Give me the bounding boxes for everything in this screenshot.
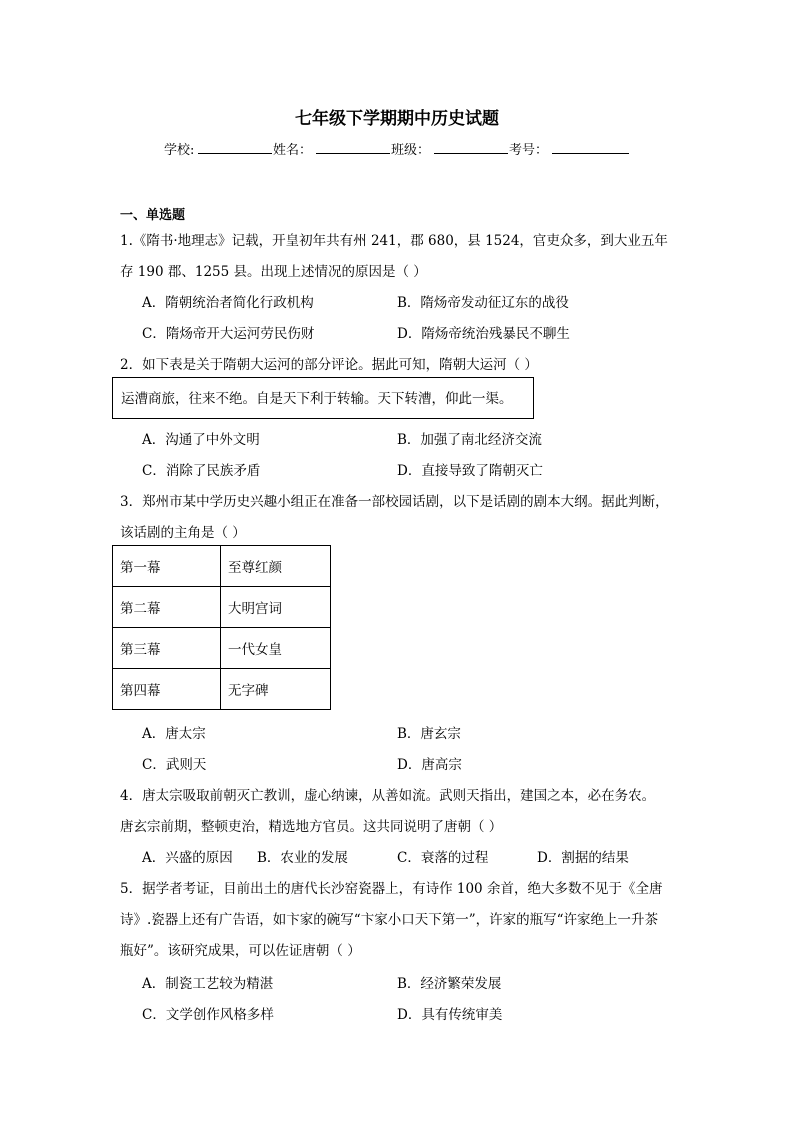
question-3-line-2: 该话剧的主角是（ ） bbox=[120, 525, 246, 541]
question-2-line-1: 2．如下表是关于隋朝大运河的部分评论。据此可知，隋朝大运河（ ） bbox=[120, 357, 538, 373]
act-title-cell: 一代女皇 bbox=[221, 628, 331, 669]
page-title: 七年级下学期期中历史试题 bbox=[295, 109, 499, 129]
question-3-option-d[interactable]: D．唐高宗 bbox=[397, 757, 462, 773]
act-cell: 第一幕 bbox=[113, 546, 221, 587]
script-outline-table bbox=[112, 545, 331, 710]
question-1-line-1: 1.《隋书·地理志》记载，开皇初年共有州 241，郡 680，县 1524，官吏众多，到大业五年 bbox=[120, 233, 668, 249]
question-5-option-a[interactable]: A．制瓷工艺较为精湛 bbox=[142, 976, 274, 992]
exam-no-label: 考号： bbox=[509, 143, 549, 158]
name-field[interactable] bbox=[316, 139, 390, 154]
question-5-option-d[interactable]: D．具有传统审美 bbox=[397, 1007, 503, 1023]
act-title-cell: 至尊红颜 bbox=[221, 546, 331, 587]
question-2-option-b[interactable]: B．加强了南北经济交流 bbox=[397, 432, 542, 448]
question-3-option-c[interactable]: C．武则天 bbox=[142, 757, 207, 773]
question-3-line-1: 3．郑州市某中学历史兴趣小组正在准备一部校园话剧，以下是话剧的剧本大纲。据此判断， bbox=[120, 494, 669, 510]
act-cell: 第四幕 bbox=[113, 669, 221, 710]
table-row bbox=[113, 587, 331, 628]
question-3-option-a[interactable]: A．唐太宗 bbox=[142, 726, 206, 742]
question-1-option-c[interactable]: C．隋炀帝开大运河劳民伤财 bbox=[142, 326, 315, 342]
class-label: 班级： bbox=[391, 143, 431, 158]
question-5-option-b[interactable]: B．经济繁荣发展 bbox=[397, 976, 502, 992]
question-4-option-b[interactable]: B．农业的发展 bbox=[257, 850, 348, 866]
name-label: 姓名： bbox=[273, 143, 313, 158]
question-1-option-b[interactable]: B．隋炀帝发动征辽东的战役 bbox=[397, 295, 569, 311]
exam-no-field[interactable] bbox=[552, 139, 629, 154]
act-title-cell: 大明宫词 bbox=[221, 587, 331, 628]
table-row bbox=[113, 546, 331, 587]
table-row bbox=[113, 669, 331, 710]
question-1-option-d[interactable]: D．隋炀帝统治残暴民不聊生 bbox=[397, 326, 570, 342]
act-title-cell: 无字碑 bbox=[221, 669, 331, 710]
school-field[interactable] bbox=[198, 139, 272, 154]
act-cell: 第三幕 bbox=[113, 628, 221, 669]
question-4-line-2: 唐玄宗前期，整顿吏治，精选地方官员。这共同说明了唐朝（ ） bbox=[120, 819, 503, 835]
question-3-option-b[interactable]: B．唐玄宗 bbox=[397, 726, 461, 742]
question-4-option-c[interactable]: C．衰落的过程 bbox=[397, 850, 489, 866]
question-1-option-a[interactable]: A．隋朝统治者简化行政机构 bbox=[142, 295, 314, 311]
act-cell: 第二幕 bbox=[113, 587, 221, 628]
question-5-line-2: 诗》.瓷器上还有广告语，如卞家的碗写“卞家小口天下第一”，许家的瓶写“许家绝上一升茶 bbox=[120, 912, 658, 928]
section-title: 一、单选题 bbox=[120, 208, 186, 223]
question-4-line-1: 4．唐太宗吸取前朝灭亡教训，虚心纳谏，从善如流。武则天指出，建国之本，必在务农。 bbox=[120, 788, 656, 804]
question-2-quote-box: 运漕商旅，往来不绝。自是天下利于转输。天下转漕，仰此一渠。 bbox=[112, 377, 534, 419]
question-5-line-3: 瓶好”。该研究成果，可以佐证唐朝（ ） bbox=[120, 943, 361, 959]
question-2-option-a[interactable]: A．沟通了中外文明 bbox=[142, 432, 260, 448]
question-4-option-a[interactable]: A．兴盛的原因 bbox=[142, 850, 233, 866]
question-2-option-c[interactable]: C．消除了民族矛盾 bbox=[142, 463, 261, 479]
question-5-line-1: 5．据学者考证，目前出土的唐代长沙窑瓷器上，有诗作 100 余首，绝大多数不见于《全唐 bbox=[120, 881, 663, 897]
question-5-option-c[interactable]: C．文学创作风格多样 bbox=[142, 1007, 274, 1023]
question-2-option-d[interactable]: D．直接导致了隋朝灭亡 bbox=[397, 463, 543, 479]
table-row bbox=[113, 628, 331, 669]
class-field[interactable] bbox=[434, 139, 508, 154]
question-4-option-d[interactable]: D．割据的结果 bbox=[537, 850, 629, 866]
question-1-line-2: 存 190 郡、1255 县。出现上述情况的原因是（ ） bbox=[120, 264, 427, 280]
school-label: 学校: bbox=[164, 143, 195, 158]
